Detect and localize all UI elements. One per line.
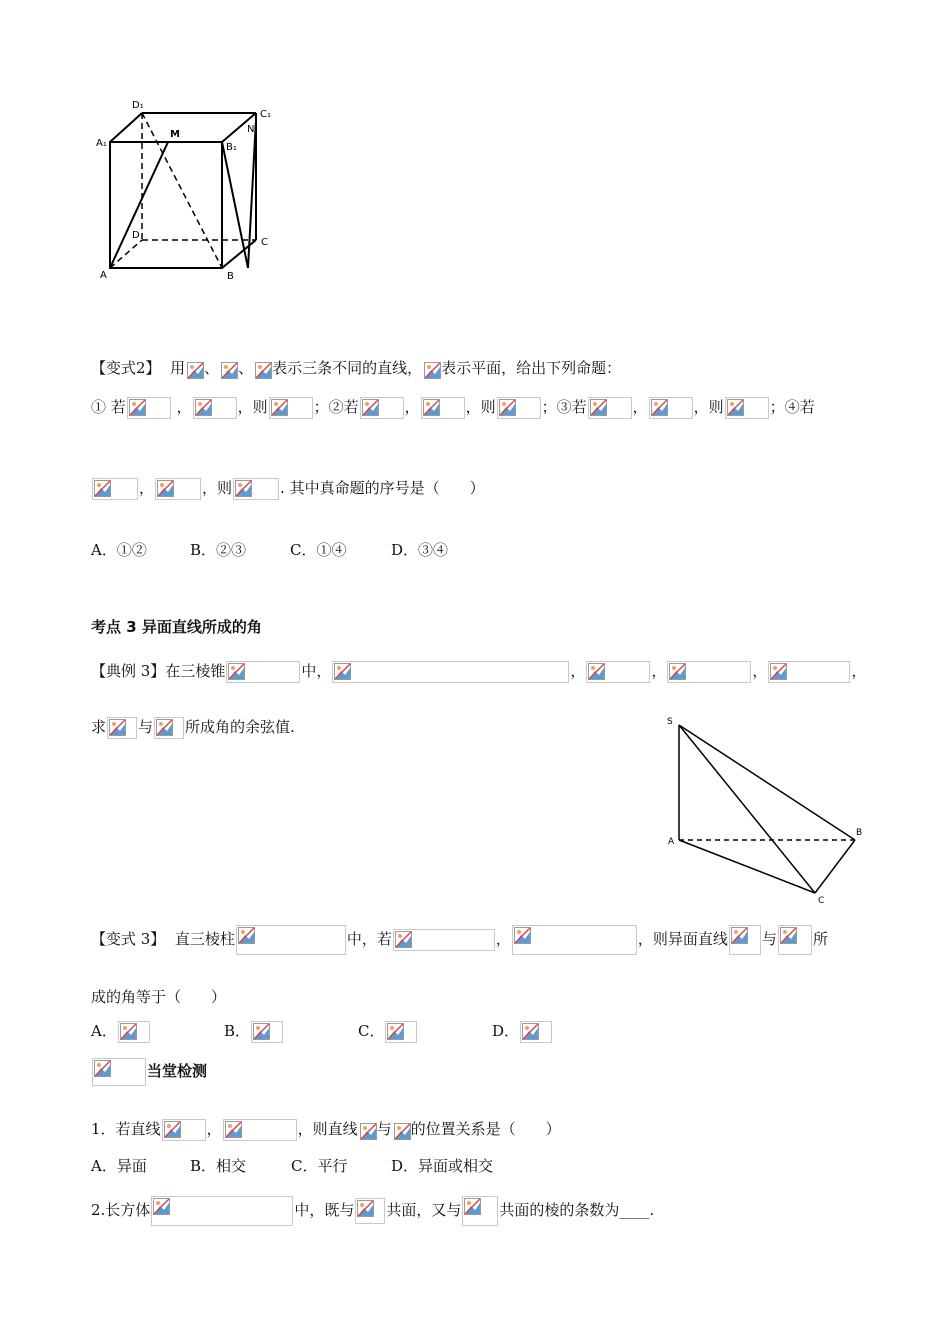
- label-m: M: [170, 129, 180, 140]
- variant3-text-cont: 成的角等于（ ）: [91, 988, 227, 1006]
- variant2-prop4: ， ，则 . 其中真命题的序号是（ ）: [91, 478, 485, 500]
- option-d: D．: [492, 1020, 553, 1043]
- check-q1: 1．若直线 ， ，则直线 与 的位置关系是（ ）: [91, 1119, 561, 1141]
- formula-image-icon: [332, 661, 569, 683]
- formula-image-icon: [226, 661, 300, 683]
- formula-image-icon: [236, 925, 346, 955]
- formula-image-icon: [497, 397, 541, 419]
- check-title: 当堂检测: [147, 1062, 208, 1080]
- option-b: B．相交: [190, 1157, 247, 1175]
- formula-image-icon: [107, 717, 137, 739]
- option-c: C．: [358, 1020, 418, 1043]
- variant2-intro: 【变式2】 用 、 、 表示三条不同的直线， 表示平面，给出下列命题：: [91, 359, 622, 377]
- variant3-tag: 【变式 3】: [91, 930, 166, 948]
- option-d: D．③④: [391, 541, 449, 559]
- formula-image-icon: [360, 397, 404, 419]
- label-d1: D₁: [132, 100, 144, 111]
- formula-image-icon: [162, 1119, 206, 1141]
- formula-image-icon: [254, 361, 271, 378]
- label-c: C: [261, 237, 268, 248]
- formula-image-icon: [220, 361, 237, 378]
- tetrahedron-figure: [660, 710, 870, 910]
- formula-image-icon: [588, 397, 632, 419]
- label-a1: A₁: [96, 138, 107, 149]
- option-c: C．①④: [290, 541, 347, 559]
- formula-image-icon: [421, 397, 465, 419]
- option-d: D．异面或相交: [391, 1157, 494, 1175]
- formula-image-icon: [778, 925, 812, 955]
- variant2-tag: 【变式2】: [91, 359, 161, 377]
- formula-image-icon: [233, 478, 279, 500]
- label-b: B: [856, 828, 863, 838]
- formula-image-icon: [154, 717, 184, 739]
- formula-image-icon: [355, 1198, 385, 1224]
- formula-image-icon: [223, 1119, 297, 1141]
- formula-image-icon: [193, 397, 237, 419]
- formula-image-icon: [667, 661, 751, 683]
- formula-image-icon: [385, 1021, 417, 1043]
- label-b1: B₁: [226, 142, 237, 153]
- formula-image-icon: [118, 1021, 150, 1043]
- formula-image-icon: [729, 925, 761, 955]
- label-d: D: [132, 230, 140, 241]
- variant2-propositions: ① 若 ， ，则 ；②若 ， ，则 ；③若 ， ，则 ；④若: [91, 397, 815, 419]
- formula-image-icon: [155, 478, 201, 500]
- formula-image-icon: [462, 1196, 498, 1226]
- cube-figure: [95, 95, 285, 285]
- option-b: B．: [224, 1020, 284, 1043]
- example3-ask: 求 与 所成角的余弦值.: [91, 717, 295, 739]
- formula-image-icon: [725, 397, 769, 419]
- formula-image-icon: [423, 361, 440, 378]
- formula-image-icon: [649, 397, 693, 419]
- variant3-text: 【变式 3】 直三棱柱 中，若 ， ，则异面直线 与 所: [91, 925, 828, 955]
- label-n: N: [247, 124, 255, 135]
- example3-text: 【典例 3】在三棱锥 中， ， ， ， ，: [91, 661, 866, 683]
- formula-image-icon: [92, 478, 138, 500]
- formula-image-icon: [512, 925, 637, 955]
- option-c: C．平行: [291, 1157, 348, 1175]
- option-b: B．②③: [190, 541, 247, 559]
- example3-tag: 【典例 3】: [91, 662, 166, 680]
- option-a: A．: [91, 1020, 151, 1043]
- check-q2: 2.长方体 中，既与 共面，又与 共面的棱的条数为____.: [91, 1196, 654, 1226]
- formula-image-icon: [269, 397, 313, 419]
- formula-image-icon: [393, 929, 495, 951]
- formula-image-icon: [127, 397, 171, 419]
- check-heading: [91, 1058, 207, 1086]
- formula-image-icon: [151, 1196, 293, 1226]
- label-c1: C₁: [260, 109, 271, 120]
- formula-image-icon: [186, 361, 203, 378]
- section3-title: 考点 3 异面直线所成的角: [91, 618, 262, 636]
- formula-image-icon: [359, 1122, 376, 1139]
- formula-image-icon: [520, 1021, 552, 1043]
- label-s: S: [667, 717, 673, 727]
- option-a: A．异面: [91, 1157, 147, 1175]
- label-b: B: [227, 271, 234, 282]
- label-c: C: [818, 896, 825, 906]
- formula-image-icon: [251, 1021, 283, 1043]
- label-a: A: [668, 837, 675, 847]
- formula-image-icon: [586, 661, 650, 683]
- formula-image-icon: [768, 661, 850, 683]
- formula-image-icon: [92, 1058, 146, 1086]
- label-a: A: [100, 270, 107, 281]
- formula-image-icon: [393, 1122, 410, 1139]
- option-a: A．①②: [91, 541, 147, 559]
